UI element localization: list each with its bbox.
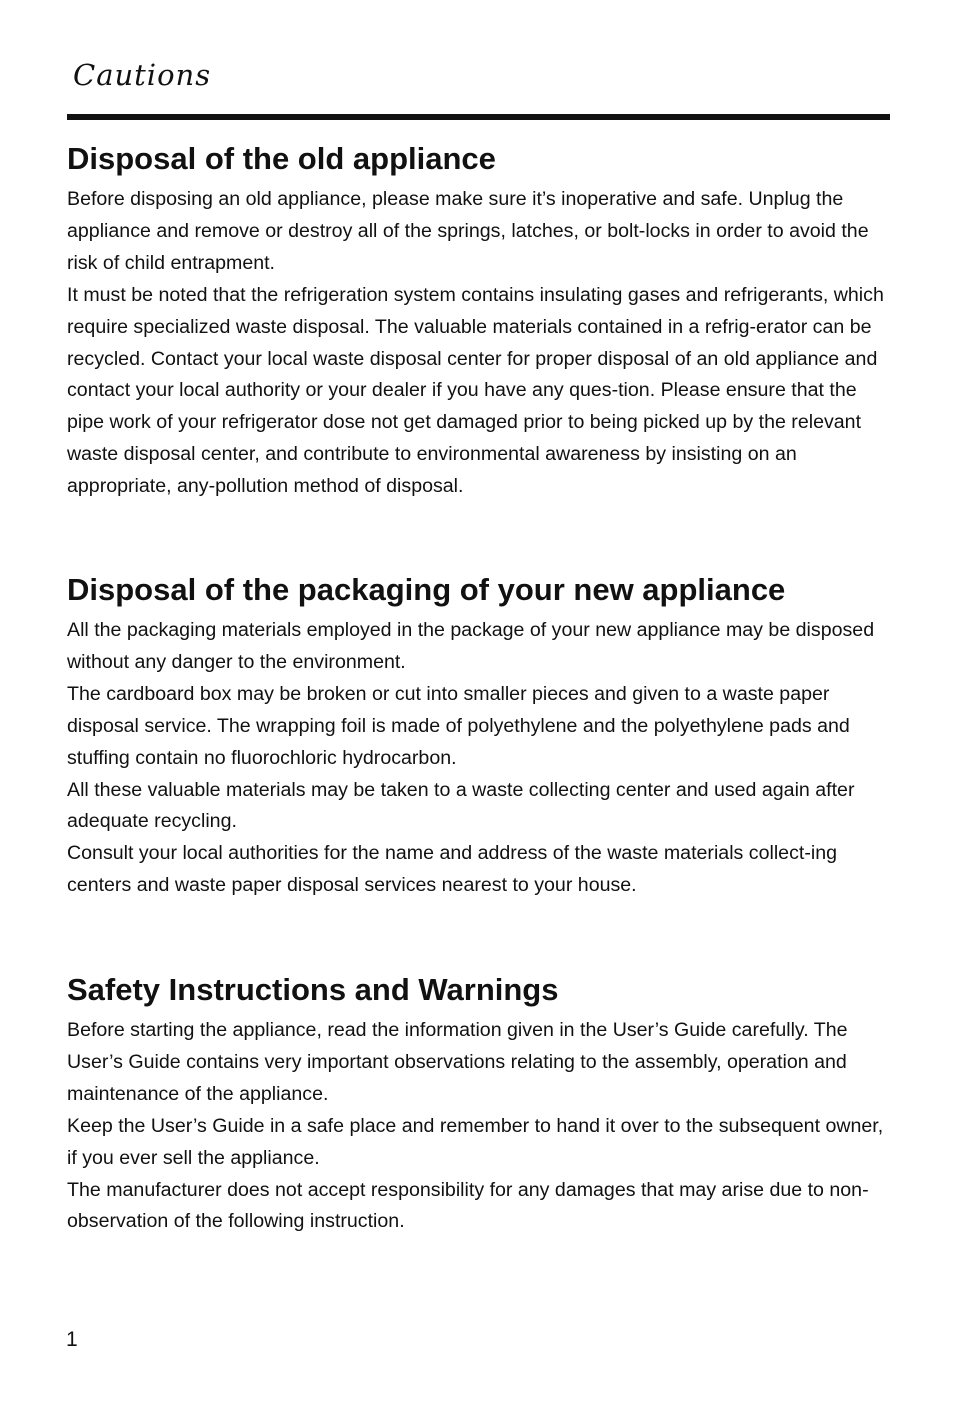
page-number: 1 [66, 1328, 78, 1351]
section-paragraph: Before disposing an old appliance, please make sure it’s inoperative and safe. Unplug the appliance and remove or destroy all of the springs, latches, or bolt-locks in order to avoid the risk of child entrapment. [67, 188, 869, 274]
section-packaging-disposal [67, 571, 897, 902]
section-paragraph: The manufacturer does not accept responsibility for any damages that may arise due to non-observation of the following instruction. [67, 1178, 869, 1233]
page-header-title: Cautions [73, 58, 212, 92]
section-heading: Safety Instructions and Warnings [67, 972, 559, 1007]
section-paragraph: Before starting the appliance, read the information given in the User’s Guide carefully. The User’s Guide contains very important observations relating to the assembly, operation and maintenance of the appliance. [67, 1019, 848, 1105]
section-heading: Disposal of the packaging of your new appliance [67, 572, 786, 607]
section-paragraph: It must be noted that the refrigeration system contains insulating gases and refrigerants, which require specialized waste disposal. The valuable materials contained in a refrig-erator can be recycled. Contact your local waste disposal center for proper disposal of an old appliance and contact your local authority or your dealer if you have any ques-tion. Please ensure that the pipe work of your refrigerator dose not get damaged prior to being picked up by the relevant waste disposal center, and contribute to environmental awareness by insisting on an appropriate, any-pollution method of disposal. [67, 283, 884, 498]
section-safety-instructions [67, 971, 897, 1238]
section-paragraph: The cardboard box may be broken or cut into smaller pieces and given to a waste paper disposal service. The wrapping foil is made of polyethylene and the polyethylene pads and stuffing contain no fluorochloric hydrocarbon. [67, 682, 850, 769]
section-paragraph: Keep the User’s Guide in a safe place and remember to hand it over to the subsequent owner, if you ever sell the appliance. [67, 1114, 884, 1169]
section-old-appliance-disposal [67, 140, 897, 503]
section-paragraph: All the packaging materials employed in the package of your new appliance may be disposed without any danger to the environment. [67, 619, 875, 673]
section-paragraph: All these valuable materials may be taken to a waste collecting center and used again after adequate recycling. [67, 778, 855, 833]
header-divider [67, 114, 890, 120]
section-heading: Disposal of the old appliance [67, 141, 496, 176]
section-paragraph: Consult your local authorities for the name and address of the waste materials collect-ing centers and waste paper disposal services nearest to your house. [67, 842, 837, 897]
